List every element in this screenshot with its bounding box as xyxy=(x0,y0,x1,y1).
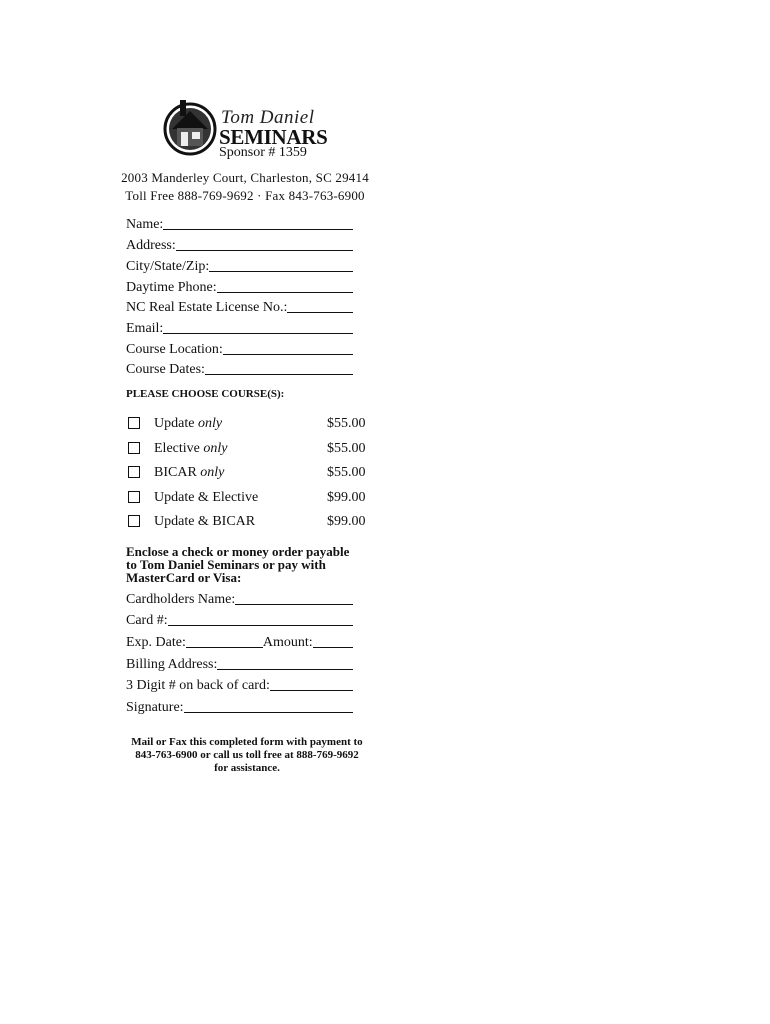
company-address: 2003 Manderley Court, Charleston, SC 29414 xyxy=(121,170,369,185)
city-state-zip-label: City/State/Zip: xyxy=(126,259,210,274)
city-state-zip-field[interactable] xyxy=(126,257,353,275)
course-name: BICAR only xyxy=(154,465,225,480)
daytime-phone-line[interactable] xyxy=(217,291,353,293)
payment-instructions-line: Enclose a check or money order payable xyxy=(126,544,350,559)
email-field[interactable] xyxy=(126,319,353,337)
house-logo-icon xyxy=(163,99,219,157)
email-line[interactable] xyxy=(163,332,353,334)
daytime-phone-label: Daytime Phone: xyxy=(126,280,217,295)
logo-brand-text: SEMINARS xyxy=(219,125,328,149)
course-checkbox[interactable] xyxy=(128,442,140,454)
course-checkbox[interactable] xyxy=(128,466,140,478)
address-field[interactable] xyxy=(126,236,353,254)
amount-label: Amount: xyxy=(262,635,313,650)
exp-date-line[interactable] xyxy=(186,646,263,648)
course-location-line[interactable] xyxy=(223,353,353,355)
payment-instructions-line: MasterCard or Visa: xyxy=(126,570,242,585)
course-location-field[interactable] xyxy=(126,340,353,358)
course-option-update[interactable] xyxy=(126,416,376,434)
city-state-zip-line[interactable] xyxy=(209,270,353,272)
signature-label: Signature: xyxy=(126,700,184,715)
course-price: $55.00 xyxy=(327,465,366,480)
name-field[interactable] xyxy=(126,215,353,233)
course-name: Update & Elective xyxy=(154,490,259,505)
cvv-field[interactable] xyxy=(126,676,353,694)
card-number-line[interactable] xyxy=(168,624,353,626)
signature-field[interactable] xyxy=(126,698,353,716)
name-line[interactable] xyxy=(163,228,353,230)
exp-date-label: Exp. Date: xyxy=(126,635,186,650)
billing-address-line[interactable] xyxy=(217,668,353,670)
course-price: $99.00 xyxy=(327,514,366,529)
exp-amount-field[interactable] xyxy=(126,633,353,651)
cardholder-name-label: Cardholders Name: xyxy=(126,592,236,607)
name-label: Name: xyxy=(126,217,164,232)
company-logo xyxy=(163,99,343,163)
course-dates-line[interactable] xyxy=(205,373,353,375)
cvv-line[interactable] xyxy=(270,689,353,691)
billing-address-field[interactable] xyxy=(126,655,353,673)
mailing-instructions-line: 843-763-6900 or call us toll free at 888-769-9692 xyxy=(135,749,359,761)
email-label: Email: xyxy=(126,321,164,336)
daytime-phone-field[interactable] xyxy=(126,278,353,296)
course-name: Elective only xyxy=(154,441,228,456)
amount-line[interactable] xyxy=(313,646,353,648)
sponsor-number: Sponsor # 1359 xyxy=(219,145,307,160)
course-price: $55.00 xyxy=(327,441,366,456)
mailing-instructions-line: Mail or Fax this completed form with payment to xyxy=(131,736,363,748)
card-number-label: Card #: xyxy=(126,613,168,628)
cardholder-name-line[interactable] xyxy=(235,603,353,605)
signature-line[interactable] xyxy=(184,711,353,713)
mailing-instructions xyxy=(118,736,376,775)
license-field[interactable] xyxy=(126,298,353,316)
card-number-field[interactable] xyxy=(126,611,353,629)
license-line[interactable] xyxy=(287,311,353,313)
course-price: $99.00 xyxy=(327,490,366,505)
course-dates-label: Course Dates: xyxy=(126,362,205,377)
course-option-elective[interactable] xyxy=(126,441,376,459)
cvv-label: 3 Digit # on back of card: xyxy=(126,678,270,693)
course-name: Update & BICAR xyxy=(154,514,256,529)
billing-address-label: Billing Address: xyxy=(126,657,218,672)
course-checkbox[interactable] xyxy=(128,491,140,503)
course-option-bicar[interactable] xyxy=(126,465,376,483)
address-label: Address: xyxy=(126,238,176,253)
course-option-update-bicar[interactable] xyxy=(126,514,376,532)
course-price: $55.00 xyxy=(327,416,366,431)
course-name: Update only xyxy=(154,416,223,431)
course-checkbox[interactable] xyxy=(128,515,140,527)
course-location-label: Course Location: xyxy=(126,342,223,357)
company-phone-fax: Toll Free 888-769-9692 · Fax 843-763-6900 xyxy=(125,188,365,203)
courses-heading: PLEASE CHOOSE COURSE(S): xyxy=(126,388,285,400)
cardholder-name-field[interactable] xyxy=(126,590,353,608)
payment-instructions xyxy=(126,545,376,584)
course-dates-field[interactable] xyxy=(126,360,353,378)
course-checkbox[interactable] xyxy=(128,417,140,429)
mailing-instructions-line: for assistance. xyxy=(214,762,280,774)
address-line[interactable] xyxy=(176,249,353,251)
course-option-update-elective[interactable] xyxy=(126,490,376,508)
payment-instructions-line: to Tom Daniel Seminars or pay with xyxy=(126,557,326,572)
logo-script-text: Tom Daniel xyxy=(221,107,315,128)
license-label: NC Real Estate License No.: xyxy=(126,300,288,315)
